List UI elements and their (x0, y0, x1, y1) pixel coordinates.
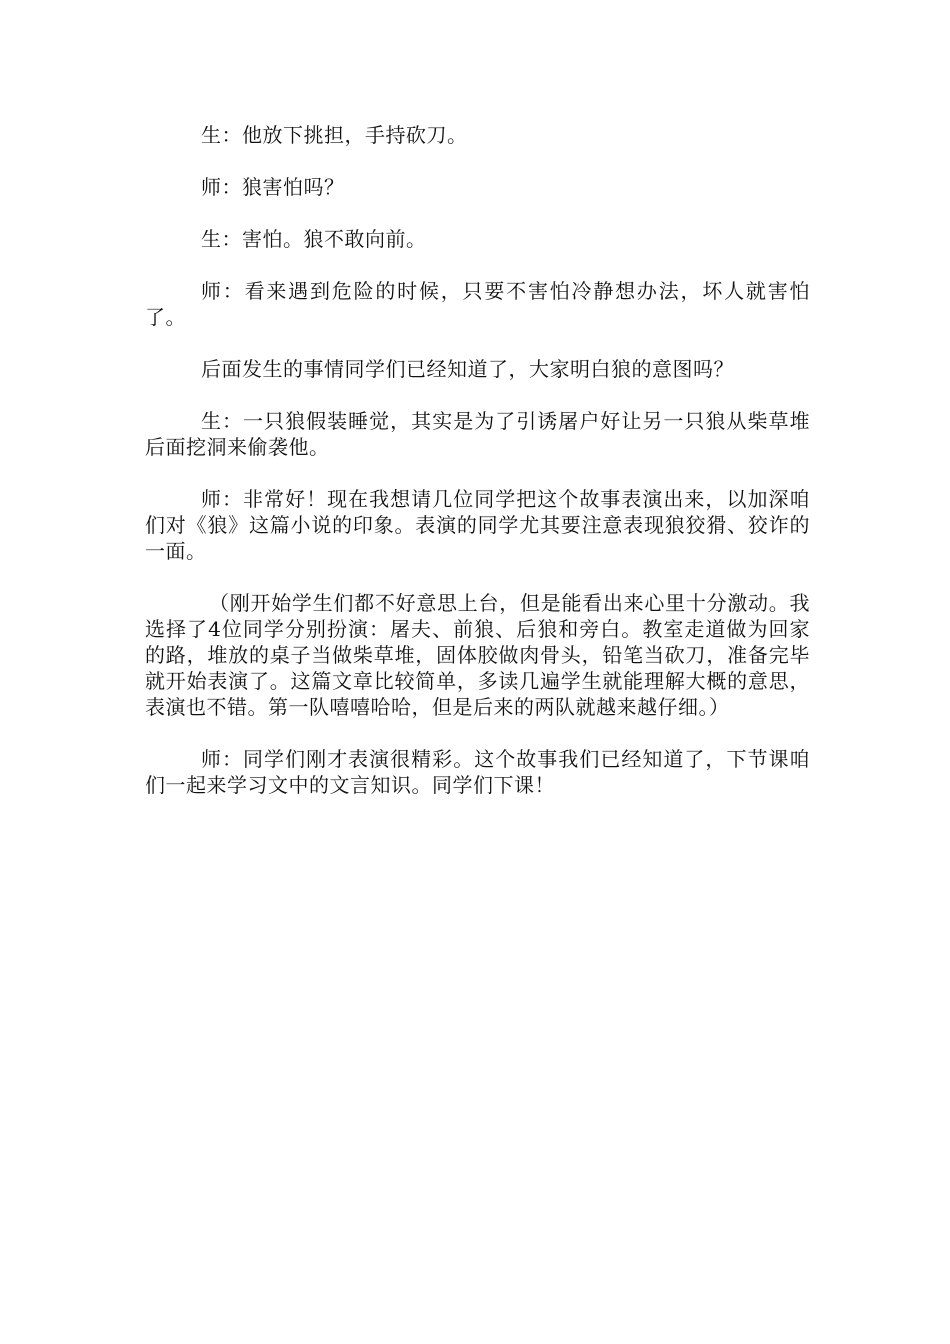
paragraph-teacher-closing: 师：同学们刚才表演很精彩。这个故事我们已经知道了，下节课咱们一起来学习文中的文言知识。同学们下课！ (145, 747, 810, 797)
paragraph-teacher-question-2: 后面发生的事情同学们已经知道了，大家明白狼的意图吗？ (201, 357, 734, 381)
document-body (145, 122, 810, 824)
paragraph-classroom-note: （刚开始学生们都不好意思上台，但是能看出来心里十分激动。我选择了4位同学分别扮演：屠夫、前狼、后狼和旁白。教室走道做为回家的路，堆放的桌子当做柴草堆，固体胶做肉骨头，铅笔当砍刀，准备完毕就开始表演了。这篇文章比较简单，多读几遍学生就能理解大概的意思，表演也不错。第一队嘻嘻哈哈，但是后来的两队就越来越仔细。） (145, 591, 810, 719)
paragraph-teacher-question-1: 师：狼害怕吗？ (201, 175, 345, 199)
paragraph-student-line-2: 生：害怕。狼不敢向前。 (201, 227, 427, 251)
paragraph-student-line-3: 生：一只狼假装睡觉，其实是为了引诱屠户好让另一只狼从柴草堆后面挖洞来偷袭他。 (145, 409, 810, 459)
paragraph-teacher-comment-1: 师：看来遇到危险的时候，只要不害怕冷静想办法，坏人就害怕了。 (145, 279, 810, 329)
paragraph-teacher-instruction: 师：非常好！现在我想请几位同学把这个故事表演出来，以加深咱们对《狼》这篇小说的印象。表演的同学尤其要注意表现狼狡猾、狡诈的一面。 (145, 487, 810, 563)
paragraph-student-line-1: 生：他放下挑担，手持砍刀。 (201, 123, 468, 147)
